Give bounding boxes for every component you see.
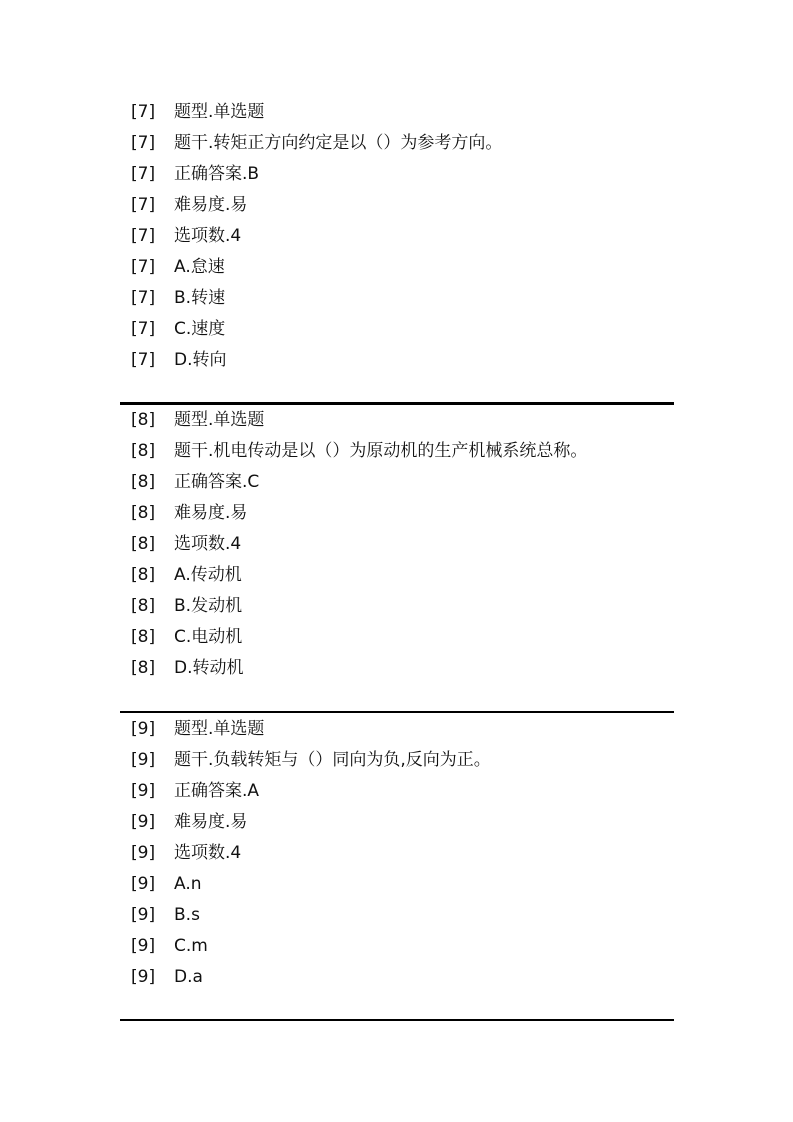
question-type-row <box>131 714 674 745</box>
option-d: D.转向 <box>174 350 227 370</box>
correct-answer-row <box>131 467 674 498</box>
question-number: [9] <box>131 781 156 801</box>
question-number: [9] <box>131 750 156 770</box>
option-b: B.发动机 <box>174 596 243 616</box>
question-number: [9] <box>131 967 156 987</box>
question-number: [8] <box>131 503 156 523</box>
question-number: [7] <box>131 288 156 308</box>
question-type-row <box>131 405 674 436</box>
question-number: [9] <box>131 719 156 739</box>
question-type: 题型.单选题 <box>174 719 265 739</box>
difficulty-row <box>131 807 674 838</box>
section-divider <box>120 711 674 713</box>
option-count-row <box>131 221 674 252</box>
difficulty-row <box>131 190 674 221</box>
option-a-row <box>131 869 674 900</box>
option-d: D.a <box>174 967 203 987</box>
question-number: [8] <box>131 410 156 430</box>
option-c-row <box>131 931 674 962</box>
question-number: [8] <box>131 627 156 647</box>
option-c-row <box>131 622 674 653</box>
option-d: D.转动机 <box>174 658 244 678</box>
question-stem: 题干.机电传动是以（）为原动机的生产机械系统总称。 <box>174 441 588 461</box>
question-number: [7] <box>131 226 156 246</box>
option-d-row <box>131 962 674 993</box>
option-a-row <box>131 560 674 591</box>
question-number: [7] <box>131 133 156 153</box>
option-b-row <box>131 591 674 622</box>
option-c: C.速度 <box>174 319 226 339</box>
question-stem-row <box>131 128 674 159</box>
question-number: [7] <box>131 195 156 215</box>
question-number: [7] <box>131 257 156 277</box>
option-b: B.转速 <box>174 288 226 308</box>
question-number: [7] <box>131 319 156 339</box>
difficulty: 难易度.易 <box>174 503 248 523</box>
correct-answer: 正确答案.A <box>174 781 260 801</box>
question-number: [9] <box>131 812 156 832</box>
difficulty: 难易度.易 <box>174 195 248 215</box>
option-a: A.传动机 <box>174 565 242 585</box>
question-stem-row <box>131 745 674 776</box>
option-d-row <box>131 345 674 376</box>
option-a-row <box>131 252 674 283</box>
question-type: 题型.单选题 <box>174 410 265 430</box>
question-number: [7] <box>131 350 156 370</box>
question-number: [8] <box>131 534 156 554</box>
difficulty: 难易度.易 <box>174 812 248 832</box>
option-d-row <box>131 653 674 684</box>
question-number: [9] <box>131 905 156 925</box>
question-block-7 <box>131 97 674 376</box>
question-number: [8] <box>131 565 156 585</box>
option-b: B.s <box>174 905 200 925</box>
option-b-row <box>131 900 674 931</box>
question-block-8 <box>131 405 674 684</box>
option-count-row <box>131 838 674 869</box>
option-c-row <box>131 314 674 345</box>
option-b-row <box>131 283 674 314</box>
section-divider <box>120 1019 674 1021</box>
question-stem: 题干.转矩正方向约定是以（）为参考方向。 <box>174 133 503 153</box>
question-number: [9] <box>131 843 156 863</box>
correct-answer-row <box>131 776 674 807</box>
question-number: [8] <box>131 658 156 678</box>
correct-answer-row <box>131 159 674 190</box>
option-count: 选项数.4 <box>174 534 242 554</box>
correct-answer: 正确答案.B <box>174 164 260 184</box>
option-c: C.m <box>174 936 208 956</box>
question-number: [9] <box>131 936 156 956</box>
question-type: 题型.单选题 <box>174 102 265 122</box>
question-number: [8] <box>131 441 156 461</box>
question-number: [7] <box>131 164 156 184</box>
question-type-row <box>131 97 674 128</box>
option-a: A.n <box>174 874 202 894</box>
question-stem-row <box>131 436 674 467</box>
question-number: [7] <box>131 102 156 122</box>
question-stem: 题干.负载转矩与（）同向为负,反向为正。 <box>174 750 491 770</box>
question-number: [8] <box>131 596 156 616</box>
option-count-row <box>131 529 674 560</box>
question-number: [9] <box>131 874 156 894</box>
option-a: A.怠速 <box>174 257 225 277</box>
option-count: 选项数.4 <box>174 843 242 863</box>
correct-answer: 正确答案.C <box>174 472 260 492</box>
question-block-9 <box>131 714 674 993</box>
difficulty-row <box>131 498 674 529</box>
option-count: 选项数.4 <box>174 226 242 246</box>
option-c: C.电动机 <box>174 627 243 647</box>
question-number: [8] <box>131 472 156 492</box>
